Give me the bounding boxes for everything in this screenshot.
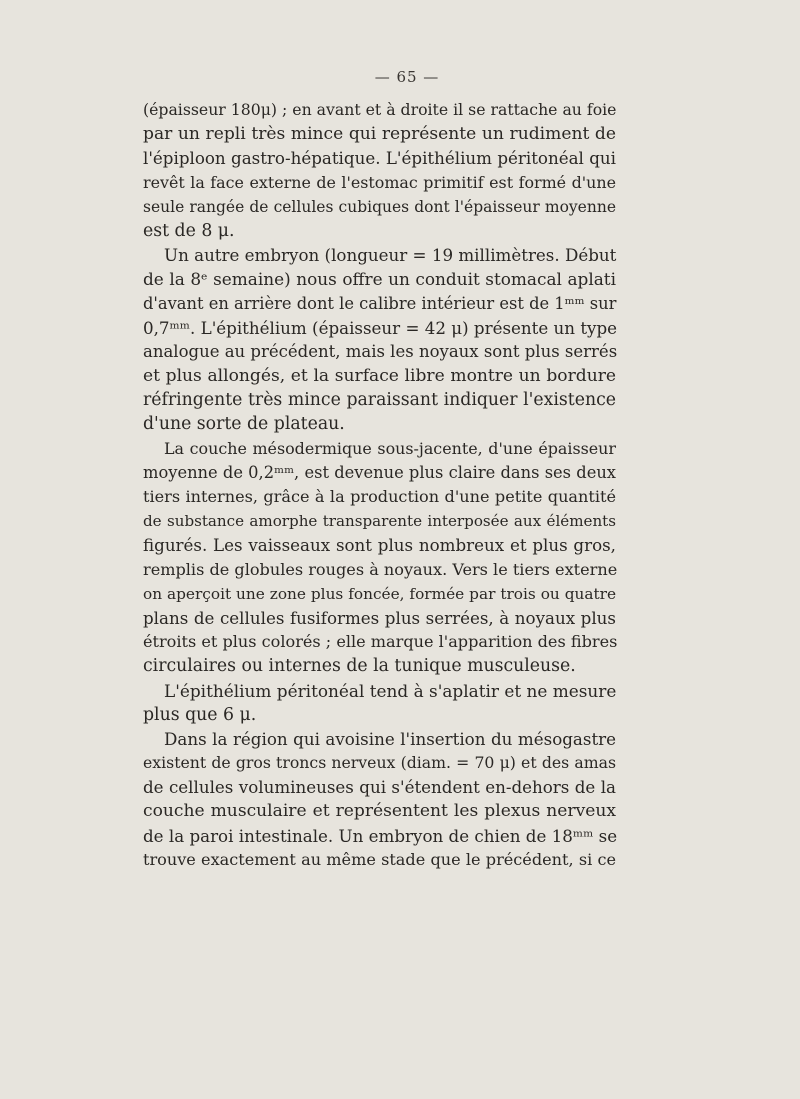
text-line: étroits et plus colorés ; elle marque l'apparition des fibres [143,632,618,652]
text-line: plans de cellules fusiformes plus serrées, à noyaux plus [143,607,616,628]
body-text [143,98,616,872]
text-line: La couche mésodermique sous-jacente, d'une épaisseur [164,438,616,458]
text-line: tiers internes, grâce à la production d'une petite quantité [143,487,616,506]
paragraph-5 [143,727,616,872]
text-line: L'épithélium péritonéal tend à s'aplatir et ne mesure [164,680,617,701]
text-line: réfringente très mince paraissant indiquer l'existence [143,390,616,411]
text-line: d'une sorte de plateau. [143,414,345,435]
text-line: moyenne de 0,2ᵐᵐ, est devenue plus claire dans ses deux [143,462,616,482]
text-line: est de 8 μ. [143,220,235,241]
text-line: et plus allongés, et la surface libre montre un bordure [143,366,616,387]
text-line: analogue au précédent, mais les noyaux sont plus serrés [143,341,618,361]
text-line: remplis de globules rouges à noyaux. Vers le tiers externe [143,559,618,579]
text-line: par un repli très mince qui représente un rudiment de [143,124,616,145]
text-line: d'avant en arrière dont le calibre intérieur est de 1ᵐᵐ sur [143,293,617,313]
text-line: trouve exactement au même stade que le précédent, si ce [143,849,616,869]
text-line: 0,7ᵐᵐ. L'épithélium (épaisseur = 42 μ) présente un type [143,317,618,338]
text-line: de la 8ᵉ semaine) nous offre un conduit stomacal aplati [143,269,616,290]
text-line: circulaires ou internes de la tunique musculeuse. [143,656,576,677]
text-line: (épaisseur 180μ) ; en avant et à droite il se rattache au foie [143,100,617,119]
text-line: de la paroi intestinale. Un embryon de chien de 18ᵐᵐ se [143,825,618,846]
text-line: couche musculaire et représentent les plexus nerveux [143,801,616,822]
text-line: Dans la région qui avoisine l'insertion du mésogastre [164,728,616,749]
paragraph-2 [143,243,616,437]
text-line: figurés. Les vaisseaux sont plus nombreux et plus gros, [143,535,616,556]
paragraph-4 [143,679,616,727]
text-line: on aperçoit une zone plus foncée, formée par trois ou quatre [143,584,616,603]
text-line: seule rangée de cellules cubiques dont l'épaisseur moyenne [143,197,616,216]
paragraph-1 [143,98,616,243]
text-line: l'épiploon gastro-hépatique. L'épithélium péritonéal qui [143,148,616,169]
text-line: de cellules volumineuses qui s'étendent en-dehors de la [143,777,616,798]
text-line: de substance amorphe transparente interposée aux éléments [143,512,616,531]
page-number: — 65 — [374,68,440,86]
paragraph-3 [143,437,616,679]
text-line: revêt la face externe de l'estomac primitif est formé d'une [143,172,616,192]
text-line: plus que 6 μ. [143,704,257,725]
text-line: Un autre embryon (longueur = 19 millimètres. Début [164,245,617,266]
text-line: existent de gros troncs nerveux (diam. = 70 μ) et des amas [143,753,616,773]
